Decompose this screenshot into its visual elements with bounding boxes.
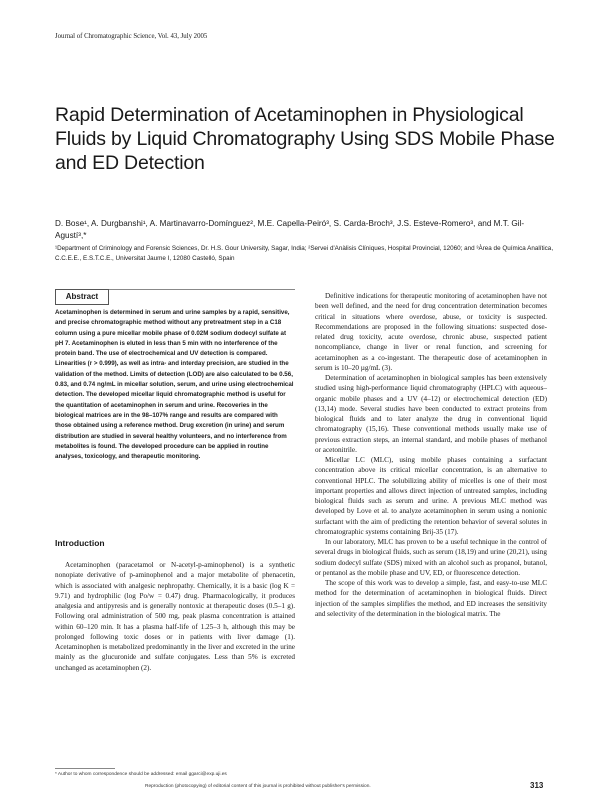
correspondence-footnote: * Author to whom correspondence should be addressed: email ggarci@exp.uji.es <box>55 772 227 777</box>
body-paragraph-1: Definitive indications for therapeutic monitoring of acetaminophen have not been well defined, and the need for drug concentration determination becomes critical in situations where overdose, abuse, or toxicity is suspected. Recommendations are proposed in the following situations: suspected dose-related drug toxicity, acute overdose, chronic abuse, suspected patient noncompliance, change in liver or renal function, and screening for acetaminophen as a co-ingestant. The therapeutic dose of acetaminophen in serum is 10–20 µg/mL (3). <box>315 292 547 372</box>
abstract-rule <box>55 289 295 301</box>
author-list: D. Bose¹, A. Durgbanshi¹, A. Martinavarro-Domínguez², M.E. Capella-Peiró³, S. Carda-Broch³, J.S. Esteve-Romero³, and M.T. Gil-Agustí³,* <box>55 219 525 240</box>
footnote-rule <box>55 768 115 769</box>
journal-header: Journal of Chromatographic Science, Vol. 43, July 2005 <box>55 33 208 40</box>
reproduction-notice: Reproduction (photocopying) of editorial content of this journal is prohibited without publisher's permission. <box>145 784 371 789</box>
body-paragraph-2: Determination of acetaminophen in biological samples has been extensively studied using high-performance liquid chromatography (HPLC) with aqueous–organic mobile phases and a UV (4–12) or electrochemical detection (ED) (13,14) mode. Several studies have been conducted to extract proteins from biological fluids and to later analyze the drug in conventional liquid chromatography (15,16). These conventional methods usually make use of previous extraction steps, an internal standard, and mobile phases of methanol or acetonitrile. <box>315 374 547 454</box>
right-column <box>315 291 547 619</box>
body-paragraph-4: In our laboratory, MLC has proven to be a useful technique in the control of several drugs in biological fluids, such as serum (18,19) and urine (20,21), using sodium dodecyl sulfate (SDS) mixed with an alcohol such as propanol, butanol, or pentanol as the mobile phase and UV, ED, or fluorescence detection. <box>315 538 547 577</box>
abstract-heading: Abstract <box>55 289 109 305</box>
body-paragraph-5: The scope of this work was to develop a simple, fast, and easy-to-use MLC method for the determination of acetaminophen in biological fluids. Direct injection of the samples simplifies the method, and ED increases the sensitivity and selectivity of the determination in the biological matrix. The <box>315 579 547 618</box>
affiliations: ¹Department of Criminology and Forensic Sciences, Dr. H.S. Gour University, Sagar, India; ²Servei d'Anàlisis Clíniques, Hospital Provincial, 12060; and ³Àrea de Química Analítica, C.C.E.E., E.S.T.C.E., Universitat Jaume I, 12080 Castelló, Spain <box>55 245 554 262</box>
body-paragraph-3: Micellar LC (MLC), using mobile phases containing a surfactant concentration above its critical micellar concentration, is an alternative to conventional HPLC. The solubilizing ability of micelles is one of their most important properties and allows direct injection of untreated samples, including biological fluids such as serum and urine. A previous MLC method was developed by Love et al. to analyze acetaminophen in serum using a nonionic surfactant with the aim of predicting the retention behavior of several solutes in chromatographic systems containing Brij-35 (17). <box>315 456 547 536</box>
abstract-text: Acetaminophen is determined in serum and urine samples by a rapid, sensitive, and precise chromatographic method without any pretreatment step in a C18 column using a pure micellar mobile phase of 0.02M sodium dodecyl sulfate at pH 7. Acetaminophen is eluted in less than 5 min with no interference of the protein band. The use of electrochemical and UV detection is compared. Linearities (r > 0.999), as well as intra- and interday precision, are studied in the validation of the method. Limits of detection (LOD) are also calculated to be 0.56, 0.83, and 0.74 ng/mL in micellar solution, serum, and urine using electrochemical detection. The developed micellar liquid chromatographic method is useful for the quantitation of acetaminophen in serum and urine. Recoveries in the biological matrices are in the 98–107% range and results are compared with those obtained using a reference method. Drug excretion (in urine) and serum distribution are studied in several healthy volunteers, and no interference from metabolites is found. The developed procedure can be applied in routine analyses, toxicology, and therapeutic monitoring. <box>55 309 294 461</box>
intro-paragraph: Acetaminophen (paracetamol or N-acetyl-p-aminophenol) is a synthetic nonopiate derivative of p-aminophenol and a major metabolite of phenacetin, which is associated with analgesic nephropathy. Chemically, it is a basic (log K = 9.71) and hydrophilic (log Po/w = 0.47) drug. Pharmacologically, it produces analgesia and antipyresis and is generally nontoxic at therapeutic doses (0.5–1 g). Following oral administration of 500 mg, peak plasma concentration is attained within 60–120 min. It has a plasma half-life of 1.25–3 h, although this may be prolonged following toxic doses or in patients with liver damage (1). Acetaminophen is metabolized predominantly in the liver and excreted in the urine mainly as the glucuronide and sulfate conjugates. Less than 5% is excreted unchanged as acetaminophen (2). <box>55 561 295 672</box>
article-title: Rapid Determination of Acetaminophen in Physiological Fluids by Liquid Chromatography Using SDS Mobile Phase and ED Detection <box>55 104 555 174</box>
introduction-heading: Introduction <box>55 538 105 548</box>
left-column <box>55 560 295 673</box>
page-number: 313 <box>530 781 544 790</box>
